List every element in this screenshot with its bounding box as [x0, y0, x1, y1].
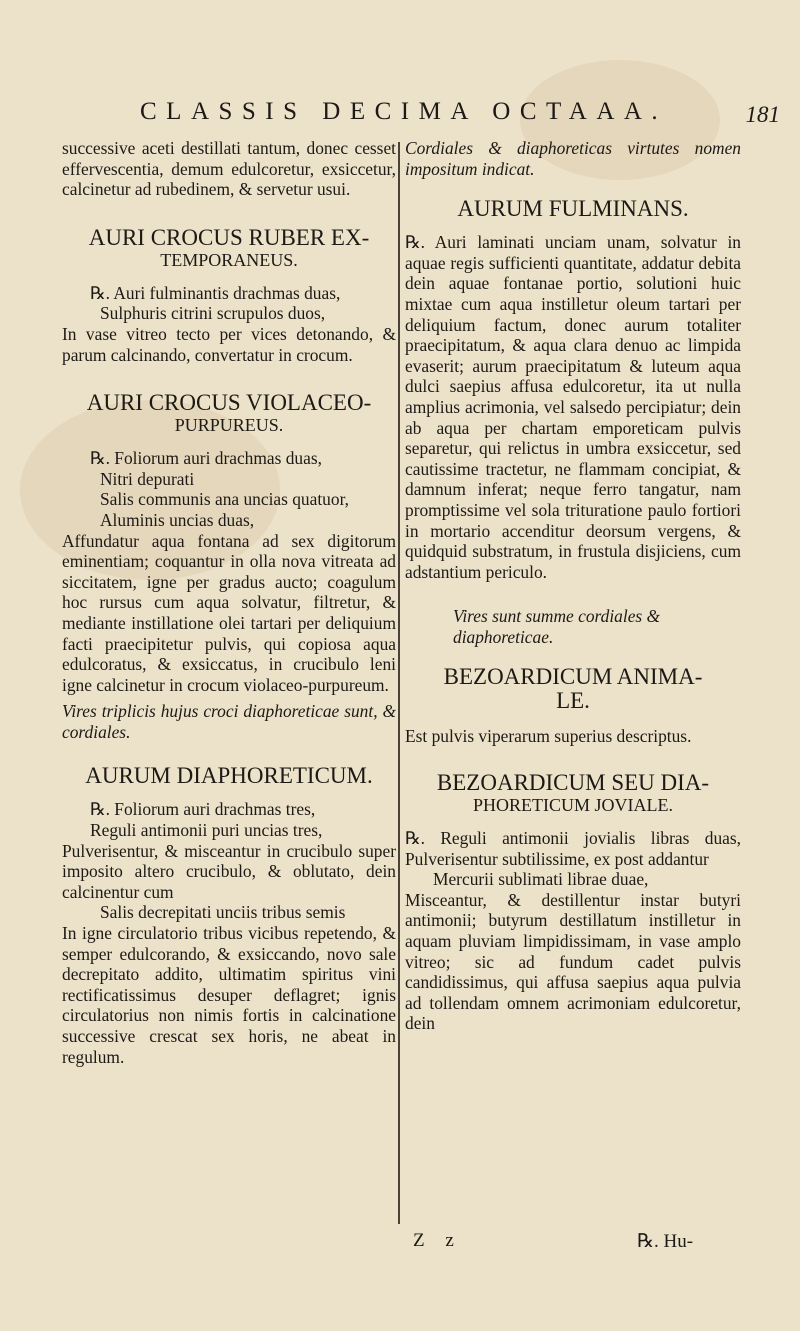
column-divider	[398, 142, 400, 1224]
recipe-text: In vase vitreo tecto per vices detonando, & parum calcinando, convertatur in crocum.	[62, 323, 396, 365]
heading-line: LE.	[556, 688, 590, 714]
catchword: ℞. Hu-	[637, 1231, 694, 1252]
running-header	[140, 98, 780, 138]
recipe-line: Mercurii sublimati librae duae,	[433, 869, 649, 890]
section-heading	[405, 197, 741, 220]
recipe-text: ℞. Auri laminati unciam unam, solvatur in aquae regis sufficienti quantitate, addatur debita dein aquae fontanae portio, solutioni huic mixtae cum aqua instilletur oleum tartari per deliquium factum, donec aurum totaliter praecipitatum, & aqua clara denuo ac limpida evaserit; aurum praecipitatum & luteum aqua dulci saepius affusa edulcoretur, ita ut nulla amplius acrimonia, vel salsedo percipiatur; dein ab aqua per chartam emporeticam pulvis separetur, qui relictus in umbra exsiccetur, sed cautissime tractetur, ne flammam concipiat, & damnum inferat; neque ferro tangatur, nam promptissime vel sola trituratione paulo fortiori in mortario accenditur deorsum vergens, & quidquid substratum, in frustula disjiciens, cum adstantium periculo.	[405, 232, 741, 582]
section-heading	[62, 226, 396, 271]
heading-line: BEZOARDICUM SEU DIA-	[436, 770, 710, 796]
heading-line: AURI CROCUS RUBER EX-	[88, 224, 370, 250]
heading-line: PURPUREUS.	[174, 415, 284, 436]
virtues-note: Vires triplicis hujus croci diaphoreticae sunt, & cordiales.	[62, 701, 396, 742]
page-number: 181	[745, 102, 780, 127]
recipe-line: ℞. Auri fulminantis drachmas duas,	[90, 282, 341, 303]
section-heading	[405, 771, 741, 816]
right-column	[405, 138, 741, 1034]
recipe-text: Pulverisentur, & misceantur in crucibulo super imposito altero crucibulo, & oblutato, dein calcinentur cum	[62, 840, 396, 902]
heading-line: PHORETICUM JOVIALE.	[473, 795, 673, 816]
virtues-note: Vires sunt summe cordiales & diaphoreticae.	[453, 606, 661, 647]
left-column	[62, 138, 396, 1067]
recipe-text: Misceantur, & destillentur instar butyri antimonii; butyrum destillatum instilletur in aquam pluviam limpidissimam, in vase amplo vitreo; sic ad fundum cadet pulvis candidissimus, qui affusa saepius aqua pulvia ad tollendam omnem acrimoniam edulcoretur, dein	[405, 889, 741, 1034]
recipe-line: Sulphuris citrini scrupulos duos,	[100, 303, 326, 324]
recipe-text: In igne circulatorio tribus vicibus repetendo, & semper edulcorando, & exsiccando, novo sale decrepitato addito, ultimatim spiritus vini rectificatissimus desuper deflagret; ignis circulatorius non nimis fortis in calcinatione successive crescat sex horis, ne abeat in regulum.	[62, 923, 396, 1067]
heading-line: AURUM DIAPHORETICUM.	[85, 763, 373, 789]
running-title: CLASSIS DECIMA OCTAAA.	[140, 98, 668, 125]
section-heading	[62, 391, 396, 436]
virtues-note: Cordiales & diaphoreticas virtutes nomen impositum indicat.	[405, 138, 741, 179]
heading-line: AURUM FULMINANS.	[457, 196, 689, 222]
recipe-line: Aluminis uncias duas,	[100, 509, 255, 530]
recipe-line: Salis decrepitati unciis tribus semis	[100, 902, 346, 923]
paragraph: Est pulvis viperarum superius descriptus.	[405, 726, 692, 747]
heading-line: TEMPORANEUS.	[160, 249, 298, 270]
recipe-line: Reguli antimonii puri uncias tres,	[90, 820, 323, 841]
paragraph: successive aceti destillati tantum, donec cesset effervescentia, demum edulcoretur, exsiccetur, calcinetur ad rubedinem, & servetur usui.	[62, 138, 396, 200]
heading-line: AURI CROCUS VIOLACEO-	[86, 390, 372, 416]
recipe-line: Salis communis ana uncias quatuor,	[100, 489, 350, 510]
recipe-line: Nitri depurati	[100, 468, 195, 489]
heading-line: BEZOARDICUM ANIMA-	[443, 664, 703, 690]
recipe-line: ℞. Foliorum auri drachmas tres,	[90, 799, 316, 820]
recipe-text: Affundatur aqua fontana ad sex digitorum eminentiam; coquantur in olla nova vitreata ad siccitatem, igne per gradus aucto; coagulum hoc rursus cum aqua solvatur, filtretur, & mediante instillatione olei tartari per deliquium facti praecipitetur pulvis, qui copiosa aqua edulcoratus, & exsiccatus, in crucibulo leni igne calcinetur in crocum violaceo-purpureum.	[62, 530, 396, 695]
section-heading	[405, 665, 741, 714]
recipe-text: ℞. Reguli antimonii jovialis libras duas, Pulverisentur subtilissime, ex post addantur	[405, 828, 741, 869]
section-heading	[62, 764, 396, 787]
signature-mark: Z z	[413, 1230, 462, 1251]
recipe-line: ℞. Foliorum auri drachmas duas,	[90, 448, 322, 469]
